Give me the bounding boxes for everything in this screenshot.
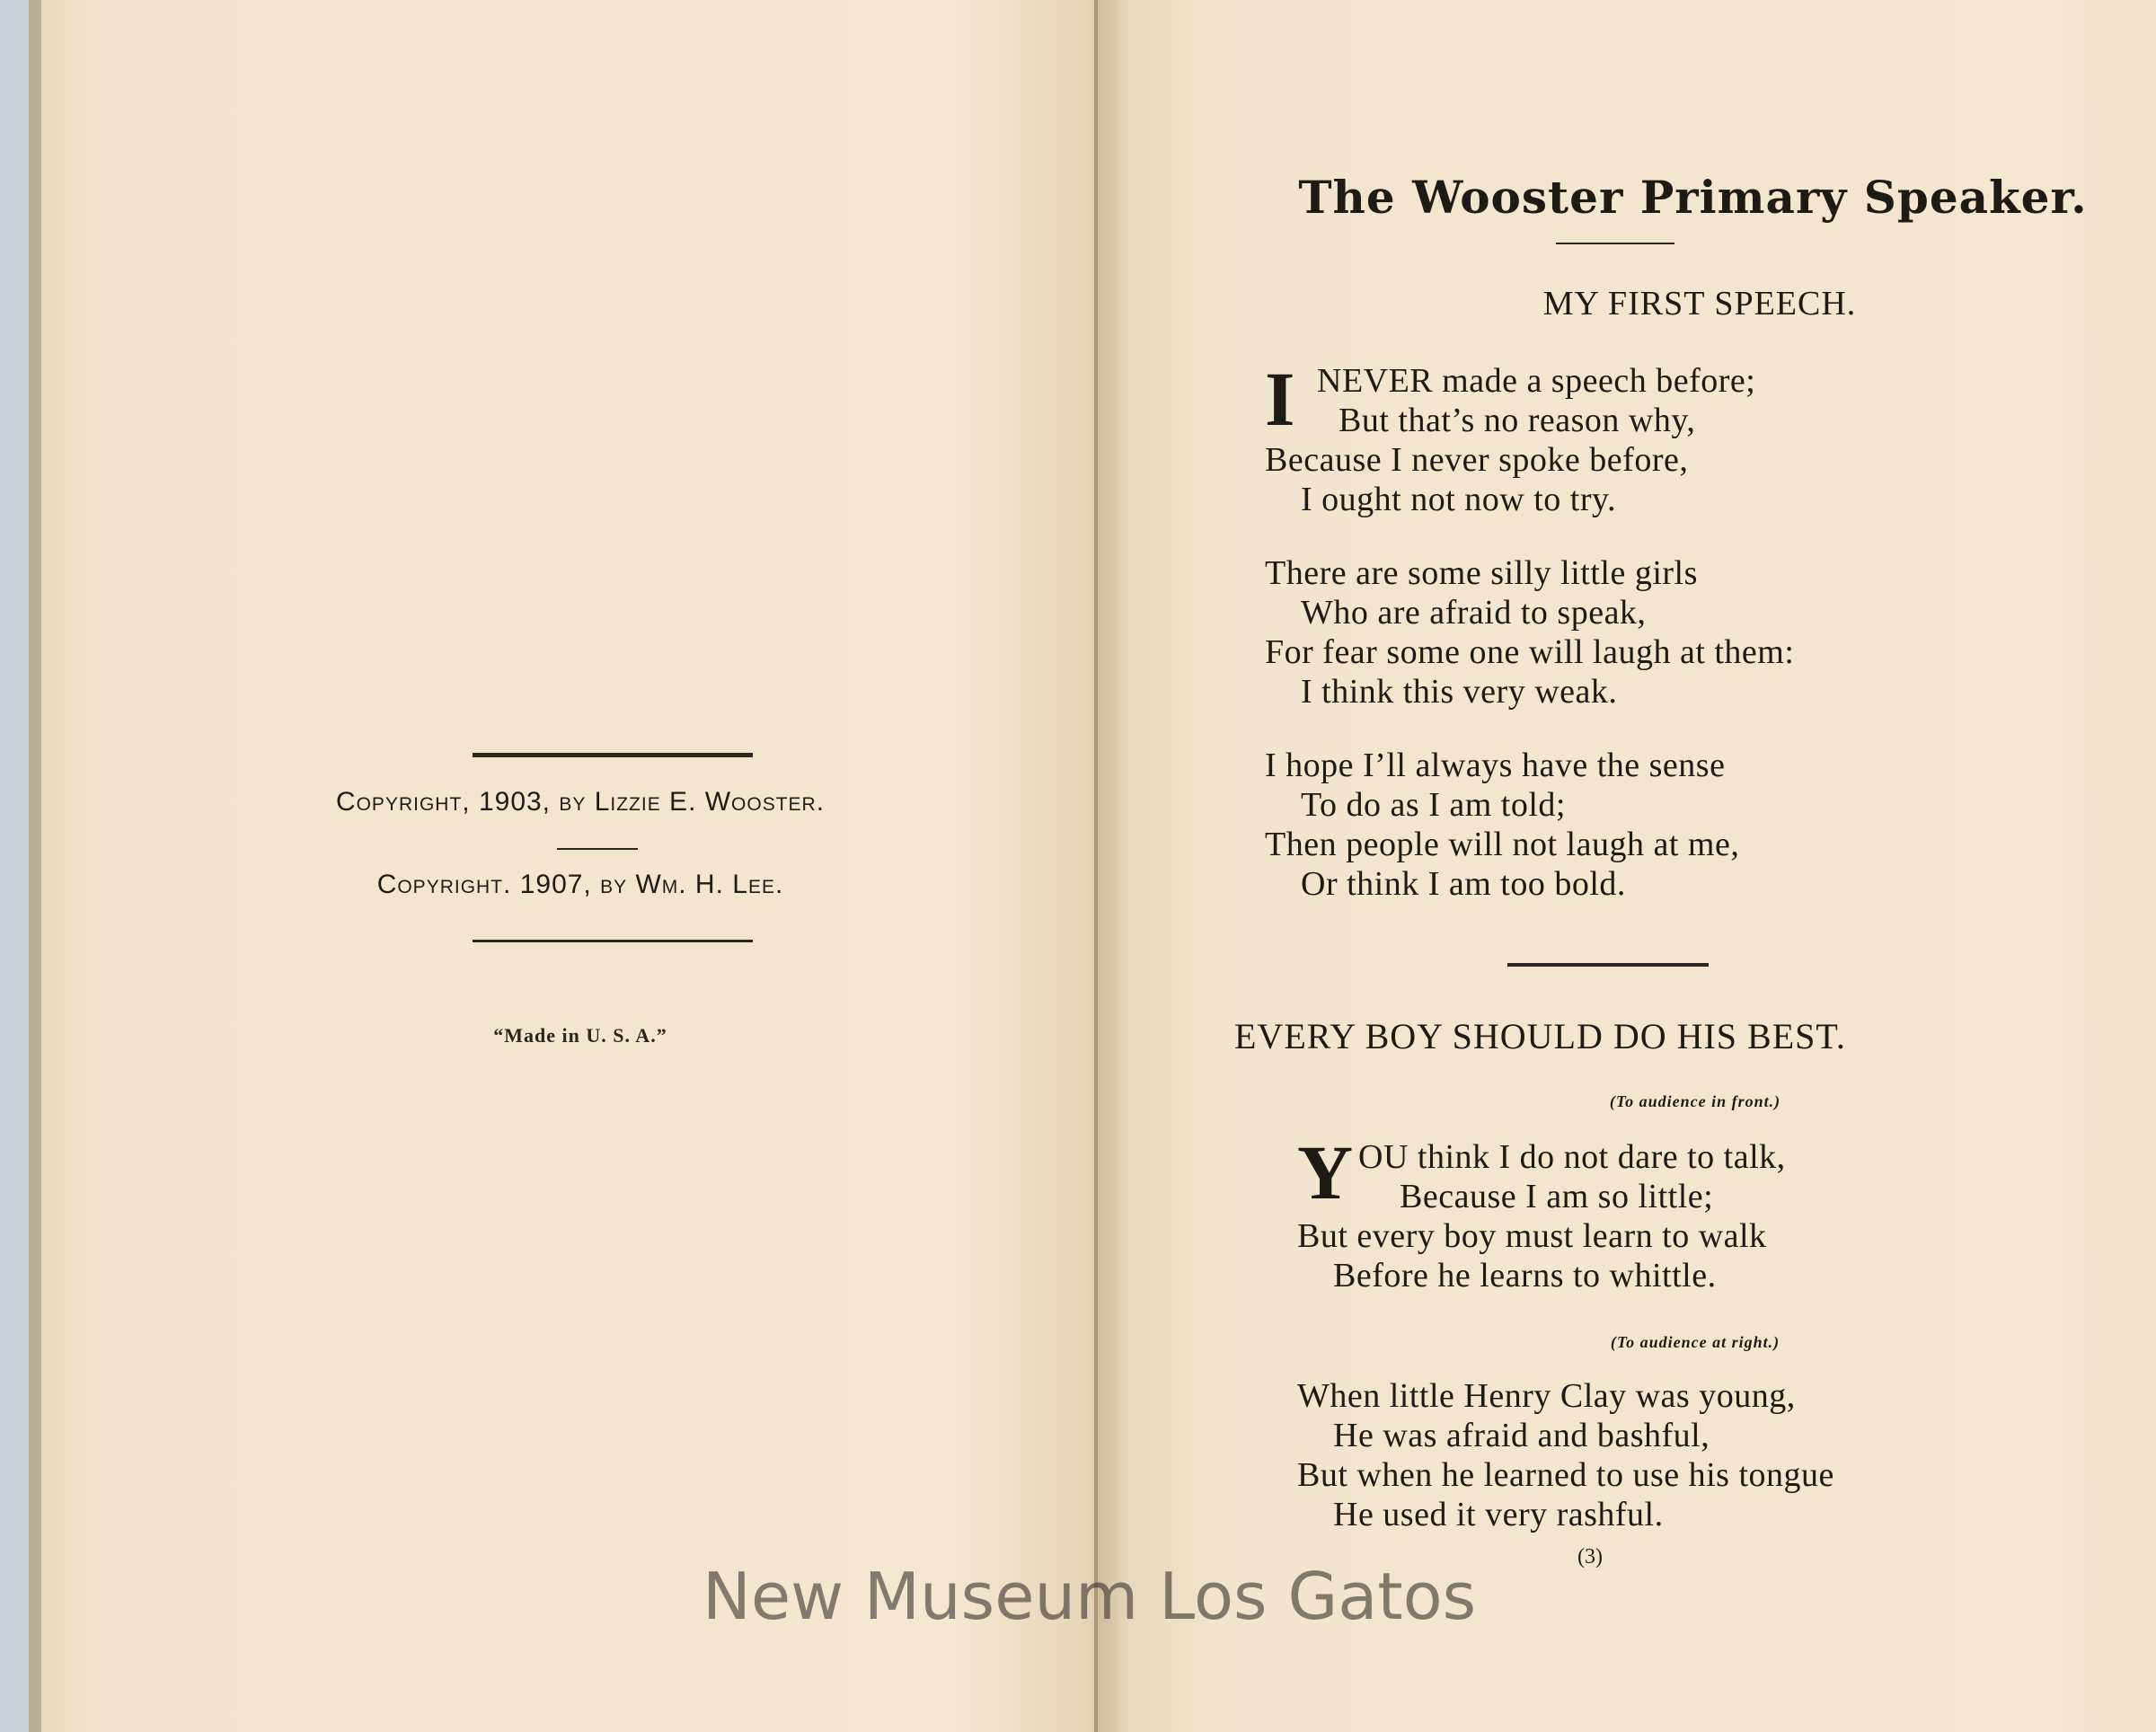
poem-line: For fear some one will laugh at them: (1265, 633, 1795, 671)
running-head: The Wooster Primary Speaker. (1298, 171, 2088, 224)
section-rule (1507, 963, 1709, 967)
page-number: (3) (1577, 1545, 1603, 1569)
poem-line: Who are afraid to speak, (1301, 594, 1647, 632)
poem-line: There are some silly little girls (1265, 554, 1698, 592)
right-page (1098, 0, 2156, 1732)
poem2-dropcap: Y (1297, 1129, 1354, 1215)
poem-line: NEVER made a speech before; (1317, 362, 1756, 400)
poem2-stanza-2 (1297, 1376, 1834, 1534)
poem1-stanza-3 (1265, 746, 1739, 904)
poem1-stanza-1 (1265, 356, 1756, 519)
poem-line: OU think I do not dare to talk, (1358, 1138, 1786, 1176)
poem-line: But every boy must learn to walk (1297, 1217, 1767, 1255)
poem-line: He used it very rashful. (1333, 1496, 1664, 1533)
copyright-1903: Copyright, 1903, by Lizzie E. Wooster. (335, 787, 826, 817)
poem-line: I hope I’ll always have the sense (1265, 747, 1726, 784)
stage-note-front: (To audience in front.) (1609, 1092, 1781, 1110)
watermark: New Museum Los Gatos (702, 1559, 1477, 1634)
top-rule (473, 753, 753, 757)
poem2-stanza-1 (1297, 1129, 1786, 1295)
poem1-dropcap: I (1265, 356, 1295, 442)
poem1-title: MY FIRST SPEECH. (1542, 285, 1857, 323)
poem-line: To do as I am told; (1301, 786, 1566, 824)
open-book (11, 0, 2156, 1732)
poem-line: Before he learns to whittle. (1333, 1257, 1717, 1295)
poem-line: Or think I am too bold. (1301, 865, 1626, 903)
poem2-title: EVERY BOY SHOULD DO HIS BEST. (1234, 1016, 1846, 1056)
stage-note-right: (To audience at right.) (1610, 1333, 1780, 1351)
poem-line: Because I am so little; (1400, 1178, 1714, 1215)
short-rule (557, 848, 638, 850)
poem-line: But when he learned to use his tongue (1297, 1456, 1834, 1494)
made-in-usa: “Made in U. S. A.” (493, 1024, 667, 1047)
left-page (29, 0, 1119, 1732)
bottom-rule (473, 940, 753, 942)
poem-line: Then people will not laugh at me, (1265, 826, 1740, 863)
poem-line: I think this very weak. (1301, 673, 1618, 711)
poem-line: Because I never spoke before, (1265, 441, 1689, 479)
poem-line: When little Henry Clay was young, (1297, 1377, 1796, 1415)
head-rule (1556, 243, 1674, 244)
poem-line: I ought not now to try. (1301, 481, 1617, 518)
poem-line: But that’s no reason why, (1339, 402, 1696, 439)
poem1-stanza-2 (1265, 553, 1794, 711)
poem-line: He was afraid and bashful, (1333, 1417, 1710, 1454)
copyright-1907: Copyright. 1907, by Wm. H. Lee. (376, 870, 784, 899)
